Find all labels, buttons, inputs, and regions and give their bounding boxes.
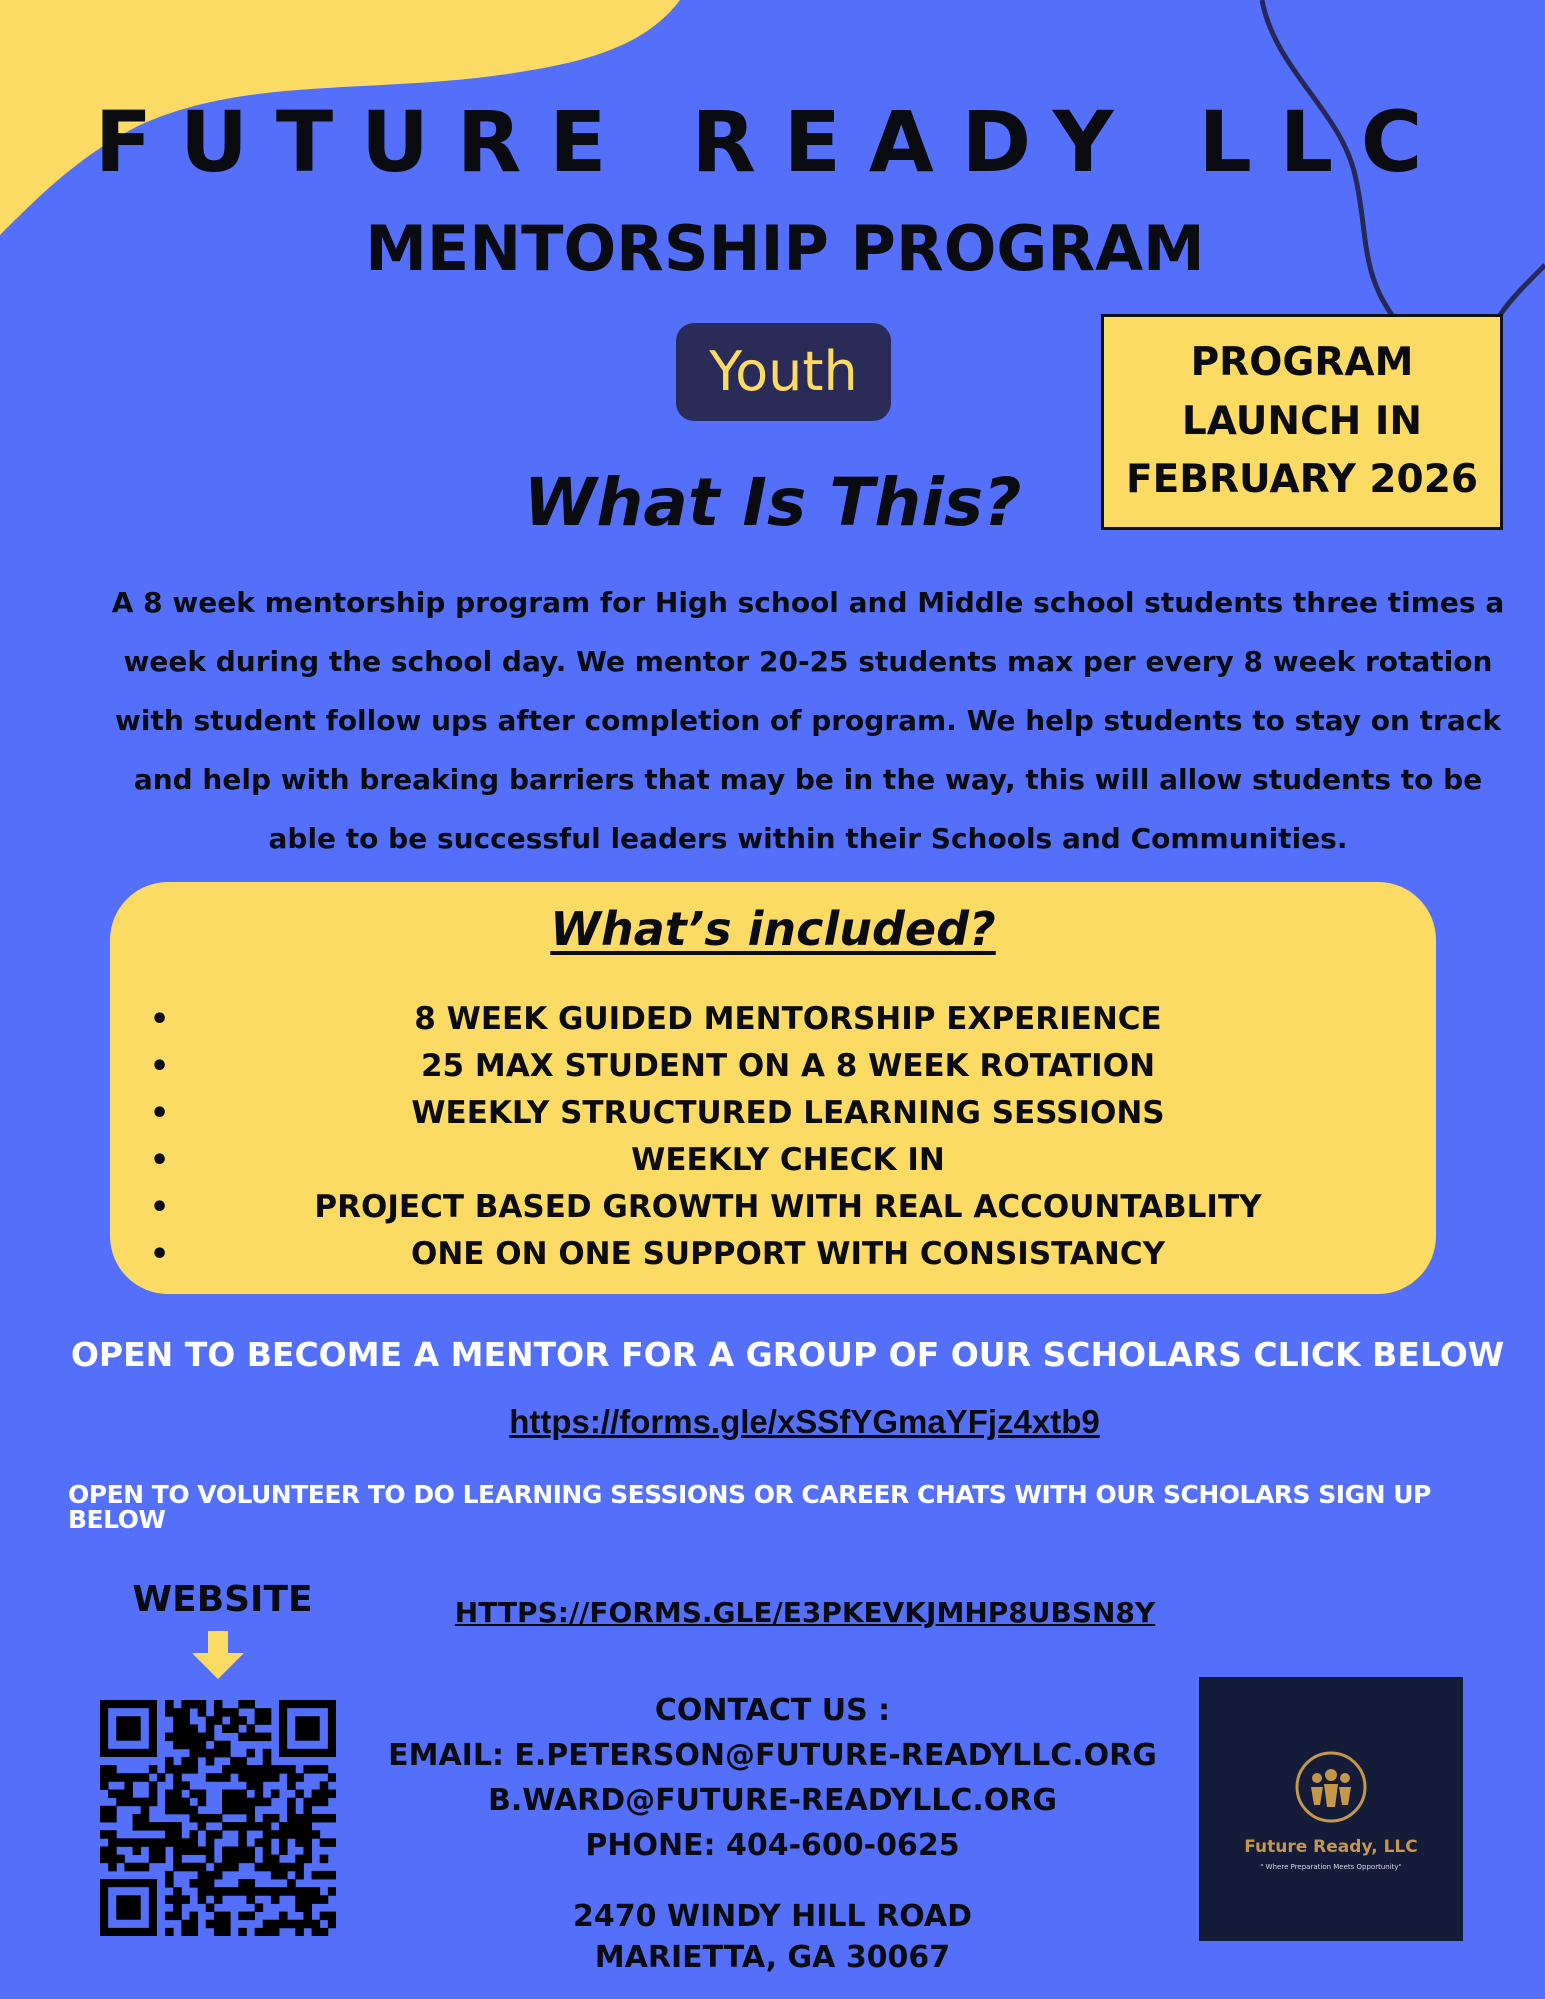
program-title: MENTORSHIP PROGRAM	[365, 212, 1205, 285]
contact-email-1: EMAIL: E.PETERSON@FUTURE-READYLLC.ORG	[388, 1738, 1157, 1773]
contact-heading: CONTACT US :	[654, 1693, 891, 1728]
included-title: What’s included?	[550, 902, 996, 956]
launch-line-2: LAUNCH IN	[1181, 398, 1423, 444]
about-title: What Is This?	[523, 464, 1022, 541]
volunteer-cta: OPEN TO VOLUNTEER TO DO LEARNING SESSIONS OR CAREER CHATS WITH OUR SCHOLARS SIGN UP BELOW	[68, 1480, 1431, 1534]
brand-title: FUTURE READY LLC	[94, 93, 1451, 191]
mentor-signup-link[interactable]: https://forms.gle/xSSfYGmaYFjz4xtb9	[509, 1403, 1100, 1440]
list-item: • 25 MAX STUDENT ON A 8 WEEK ROTATION	[110, 1043, 1436, 1090]
list-item: • 8 WEEK GUIDED MENTORSHIP EXPERIENCE	[110, 996, 1436, 1043]
address-line-1: 2470 WINDY HILL ROAD	[572, 1899, 973, 1934]
about-description: A 8 week mentorship program for High school and Middle school students three times a week during the school day. We mentor 20-25 students max per every 8 week rotation with student follow ups after completion of program. We help students to stay on track and help with breaking barriers that may be in the way, this will allow students to be able to be successful leaders within their Schools and Communities.	[111, 586, 1505, 855]
bullet-icon: •	[150, 1190, 170, 1225]
list-item: • WEEKLY CHECK IN	[110, 1137, 1436, 1184]
bullet-icon: •	[150, 1096, 170, 1131]
mentor-cta: OPEN TO BECOME A MENTOR FOR A GROUP OF OUR SCHOLARS CLICK BELOW	[70, 1335, 1505, 1374]
people-logo-icon	[1291, 1747, 1371, 1827]
bullet-icon: •	[150, 1143, 170, 1178]
down-arrow-icon	[192, 1631, 244, 1679]
address-line-2: MARIETTA, GA 30067	[594, 1940, 951, 1975]
address-block	[300, 1896, 1245, 1978]
audience-badge: Youth	[676, 323, 891, 421]
volunteer-signup-link[interactable]: HTTPS://FORMS.GLE/E3PKEVKJMHP8UBSN8Y	[454, 1596, 1156, 1629]
list-item: • PROJECT BASED GROWTH WITH REAL ACCOUNTABLITY	[110, 1184, 1436, 1231]
bullet-icon: •	[150, 1002, 170, 1037]
logo-tagline: " Where Preparation Meets Opportunity"	[1260, 1863, 1402, 1871]
contact-block	[300, 1688, 1245, 1868]
bullet-icon: •	[150, 1237, 170, 1272]
logo-name: Future Ready, LLC	[1244, 1837, 1418, 1857]
company-logo	[1199, 1677, 1463, 1941]
contact-phone: PHONE: 404-600-0625	[585, 1828, 960, 1863]
list-item: • ONE ON ONE SUPPORT WITH CONSISTANCY	[110, 1231, 1436, 1278]
included-panel	[110, 882, 1436, 1294]
launch-line-1: PROGRAM	[1190, 340, 1414, 386]
contact-email-2: B.WARD@FUTURE-READYLLC.ORG	[487, 1783, 1058, 1818]
website-label: WEBSITE	[132, 1579, 313, 1620]
list-item: • WEEKLY STRUCTURED LEARNING SESSIONS	[110, 1090, 1436, 1137]
launch-line-3: FEBRUARY 2026	[1126, 457, 1478, 503]
included-list	[110, 996, 1436, 1278]
bullet-icon: •	[150, 1049, 170, 1084]
